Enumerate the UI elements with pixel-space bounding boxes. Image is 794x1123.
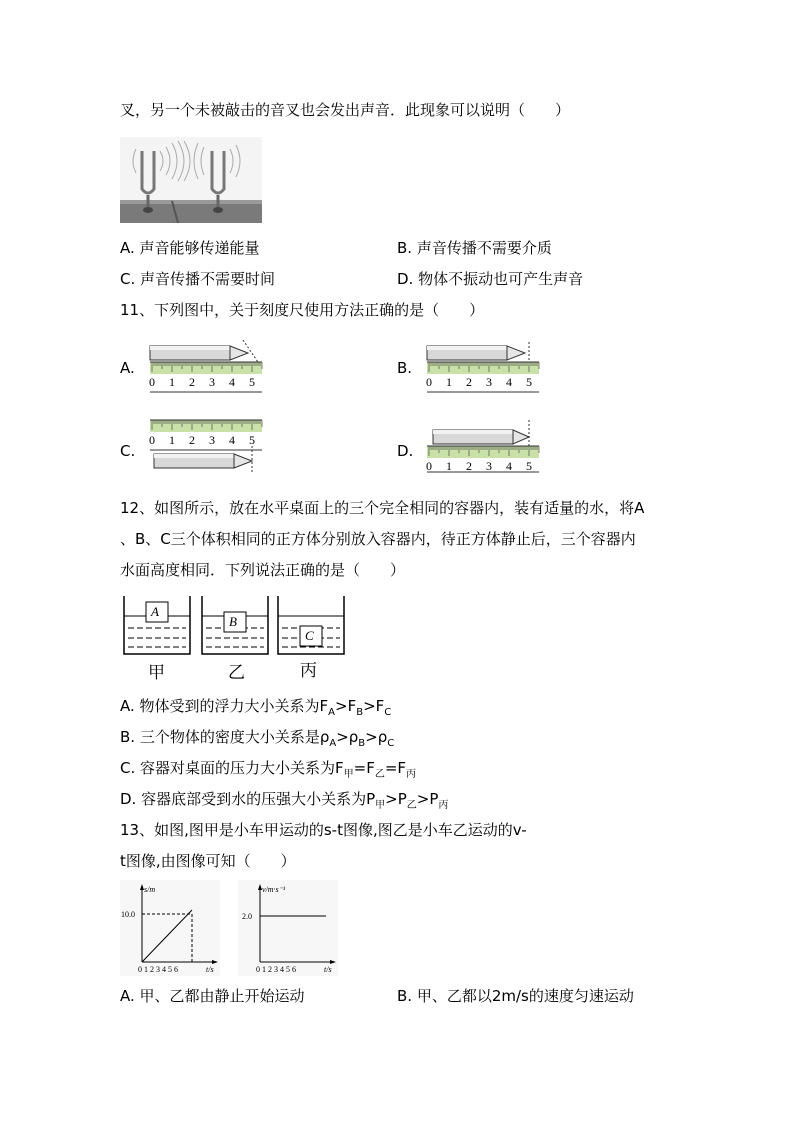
q13-stem-line-1: 13、如图,图甲是小车甲运动的s-t图像,图乙是小车乙运动的v- bbox=[120, 821, 527, 839]
caption-bing: 丙 bbox=[300, 661, 317, 681]
ruler-tick-label: 4 bbox=[229, 375, 235, 389]
ruler-tick-label: 2 bbox=[466, 375, 472, 389]
q13-option-b[interactable]: B. 甲、乙都以2m/s的速度匀速运动 bbox=[397, 987, 634, 1005]
ruler-tick-label: 1 bbox=[169, 375, 175, 389]
q10-continuation: 叉，另一个未被敲击的音叉也会发出声音．此现象可以说明（ ） bbox=[120, 101, 571, 119]
q12-stem-line-3: 水面高度相同．下列说法正确的是（ ） bbox=[120, 561, 406, 579]
q11-option-a-label[interactable]: A. bbox=[120, 359, 135, 377]
q10-option-b[interactable]: B. 声音传播不需要介质 bbox=[397, 239, 552, 257]
q12-stem-line-2: 、B、C三个体积相同的正方体分别放入容器内，待正方体静止后，三个容器内 bbox=[120, 530, 636, 548]
q11-option-b-label[interactable]: B. bbox=[397, 359, 413, 377]
q12-option-b[interactable]: B. 三个物体的密度大小关系是$\rho_A>\rho_B>\rho_C$ bbox=[120, 728, 395, 749]
ruler-tick-label: 2 bbox=[189, 375, 195, 389]
ruler-tick-label: 1 bbox=[446, 375, 452, 389]
ruler-tick-label: 3 bbox=[486, 375, 492, 389]
graph-s-t-ylabel: s/m bbox=[144, 885, 156, 894]
q12-option-a[interactable]: A. 物体受到的浮力大小关系为$F_A>F_B>F_C$ bbox=[120, 697, 392, 718]
ruler-tick-label: 0 bbox=[149, 433, 155, 447]
ruler-tick-label: 4 bbox=[229, 433, 235, 447]
block-b-label: B bbox=[229, 614, 237, 629]
ruler-figure-b bbox=[425, 340, 543, 398]
graph-v-t-ytick: 2.0 bbox=[242, 912, 252, 921]
block-c-label: C bbox=[305, 628, 314, 643]
q12-option-c[interactable]: C. 容器对桌面的压力大小关系为$F_甲=F_乙=F_丙$ bbox=[120, 759, 417, 780]
q11-option-d-label[interactable]: D. bbox=[397, 442, 414, 460]
ruler-tick-label: 3 bbox=[209, 375, 215, 389]
graph-s-t bbox=[120, 880, 220, 976]
caption-jia: 甲 bbox=[148, 663, 165, 683]
ruler-tick-label: 1 bbox=[446, 459, 452, 473]
ruler-tick-label: 5 bbox=[526, 459, 532, 473]
q10-option-d[interactable]: D. 物体不振动也可产生声音 bbox=[397, 270, 584, 288]
q10-option-a[interactable]: A. 声音能够传递能量 bbox=[120, 239, 260, 257]
ruler-tick-label: 3 bbox=[486, 459, 492, 473]
ruler-tick-label: 0 bbox=[149, 375, 155, 389]
ruler-tick-label: 4 bbox=[506, 375, 512, 389]
ruler-figure-c bbox=[148, 416, 266, 474]
graph-v-t bbox=[238, 880, 338, 976]
caption-yi: 乙 bbox=[228, 663, 245, 683]
graph-s-t-xlabel: t/s bbox=[206, 965, 214, 974]
graph-v-t-xlabel: t/s bbox=[324, 965, 332, 974]
ruler-figure-a bbox=[148, 340, 266, 398]
ruler-tick-label: 5 bbox=[249, 433, 255, 447]
graph-v-t-xticks: 0 1 2 3 4 5 6 bbox=[256, 965, 296, 974]
graph-v-t-ylabel: v/m·s⁻¹ bbox=[262, 885, 286, 894]
ruler-tick-label: 4 bbox=[506, 459, 512, 473]
ruler-tick-label: 3 bbox=[209, 433, 215, 447]
ruler-tick-label: 0 bbox=[426, 375, 432, 389]
q12-stem-line-1: 12、如图所示，放在水平桌面上的三个完全相同的容器内，装有适量的水，将A bbox=[120, 499, 645, 517]
ruler-tick-label: 2 bbox=[189, 433, 195, 447]
ruler-tick-label: 0 bbox=[426, 459, 432, 473]
ruler-tick-label: 1 bbox=[169, 433, 175, 447]
q11-option-c-label[interactable]: C. bbox=[120, 442, 136, 460]
container-bing bbox=[278, 596, 344, 654]
ruler-tick-label: 2 bbox=[466, 459, 472, 473]
tuning-fork-photo bbox=[120, 137, 262, 223]
ruler-tick-label: 5 bbox=[249, 375, 255, 389]
graph-s-t-ytick: 10.0 bbox=[121, 910, 135, 919]
graph-s-t-xticks: 0 1 2 3 4 5 6 bbox=[138, 965, 178, 974]
q12-option-d[interactable]: D. 容器底部受到水的压强大小关系为$P_甲>P_乙>P_丙$ bbox=[120, 790, 449, 811]
q13-option-a[interactable]: A. 甲、乙都由静止开始运动 bbox=[120, 987, 305, 1005]
q11-stem: 11、下列图中，关于刻度尺使用方法正确的是（ ） bbox=[120, 301, 485, 319]
q10-option-c[interactable]: C. 声音传播不需要时间 bbox=[120, 270, 276, 288]
ruler-figure-d bbox=[425, 416, 543, 474]
ruler-tick-label: 5 bbox=[526, 375, 532, 389]
block-a-label: A bbox=[151, 604, 159, 619]
q13-stem-line-2: t图像,由图像可知（ ） bbox=[120, 852, 296, 870]
